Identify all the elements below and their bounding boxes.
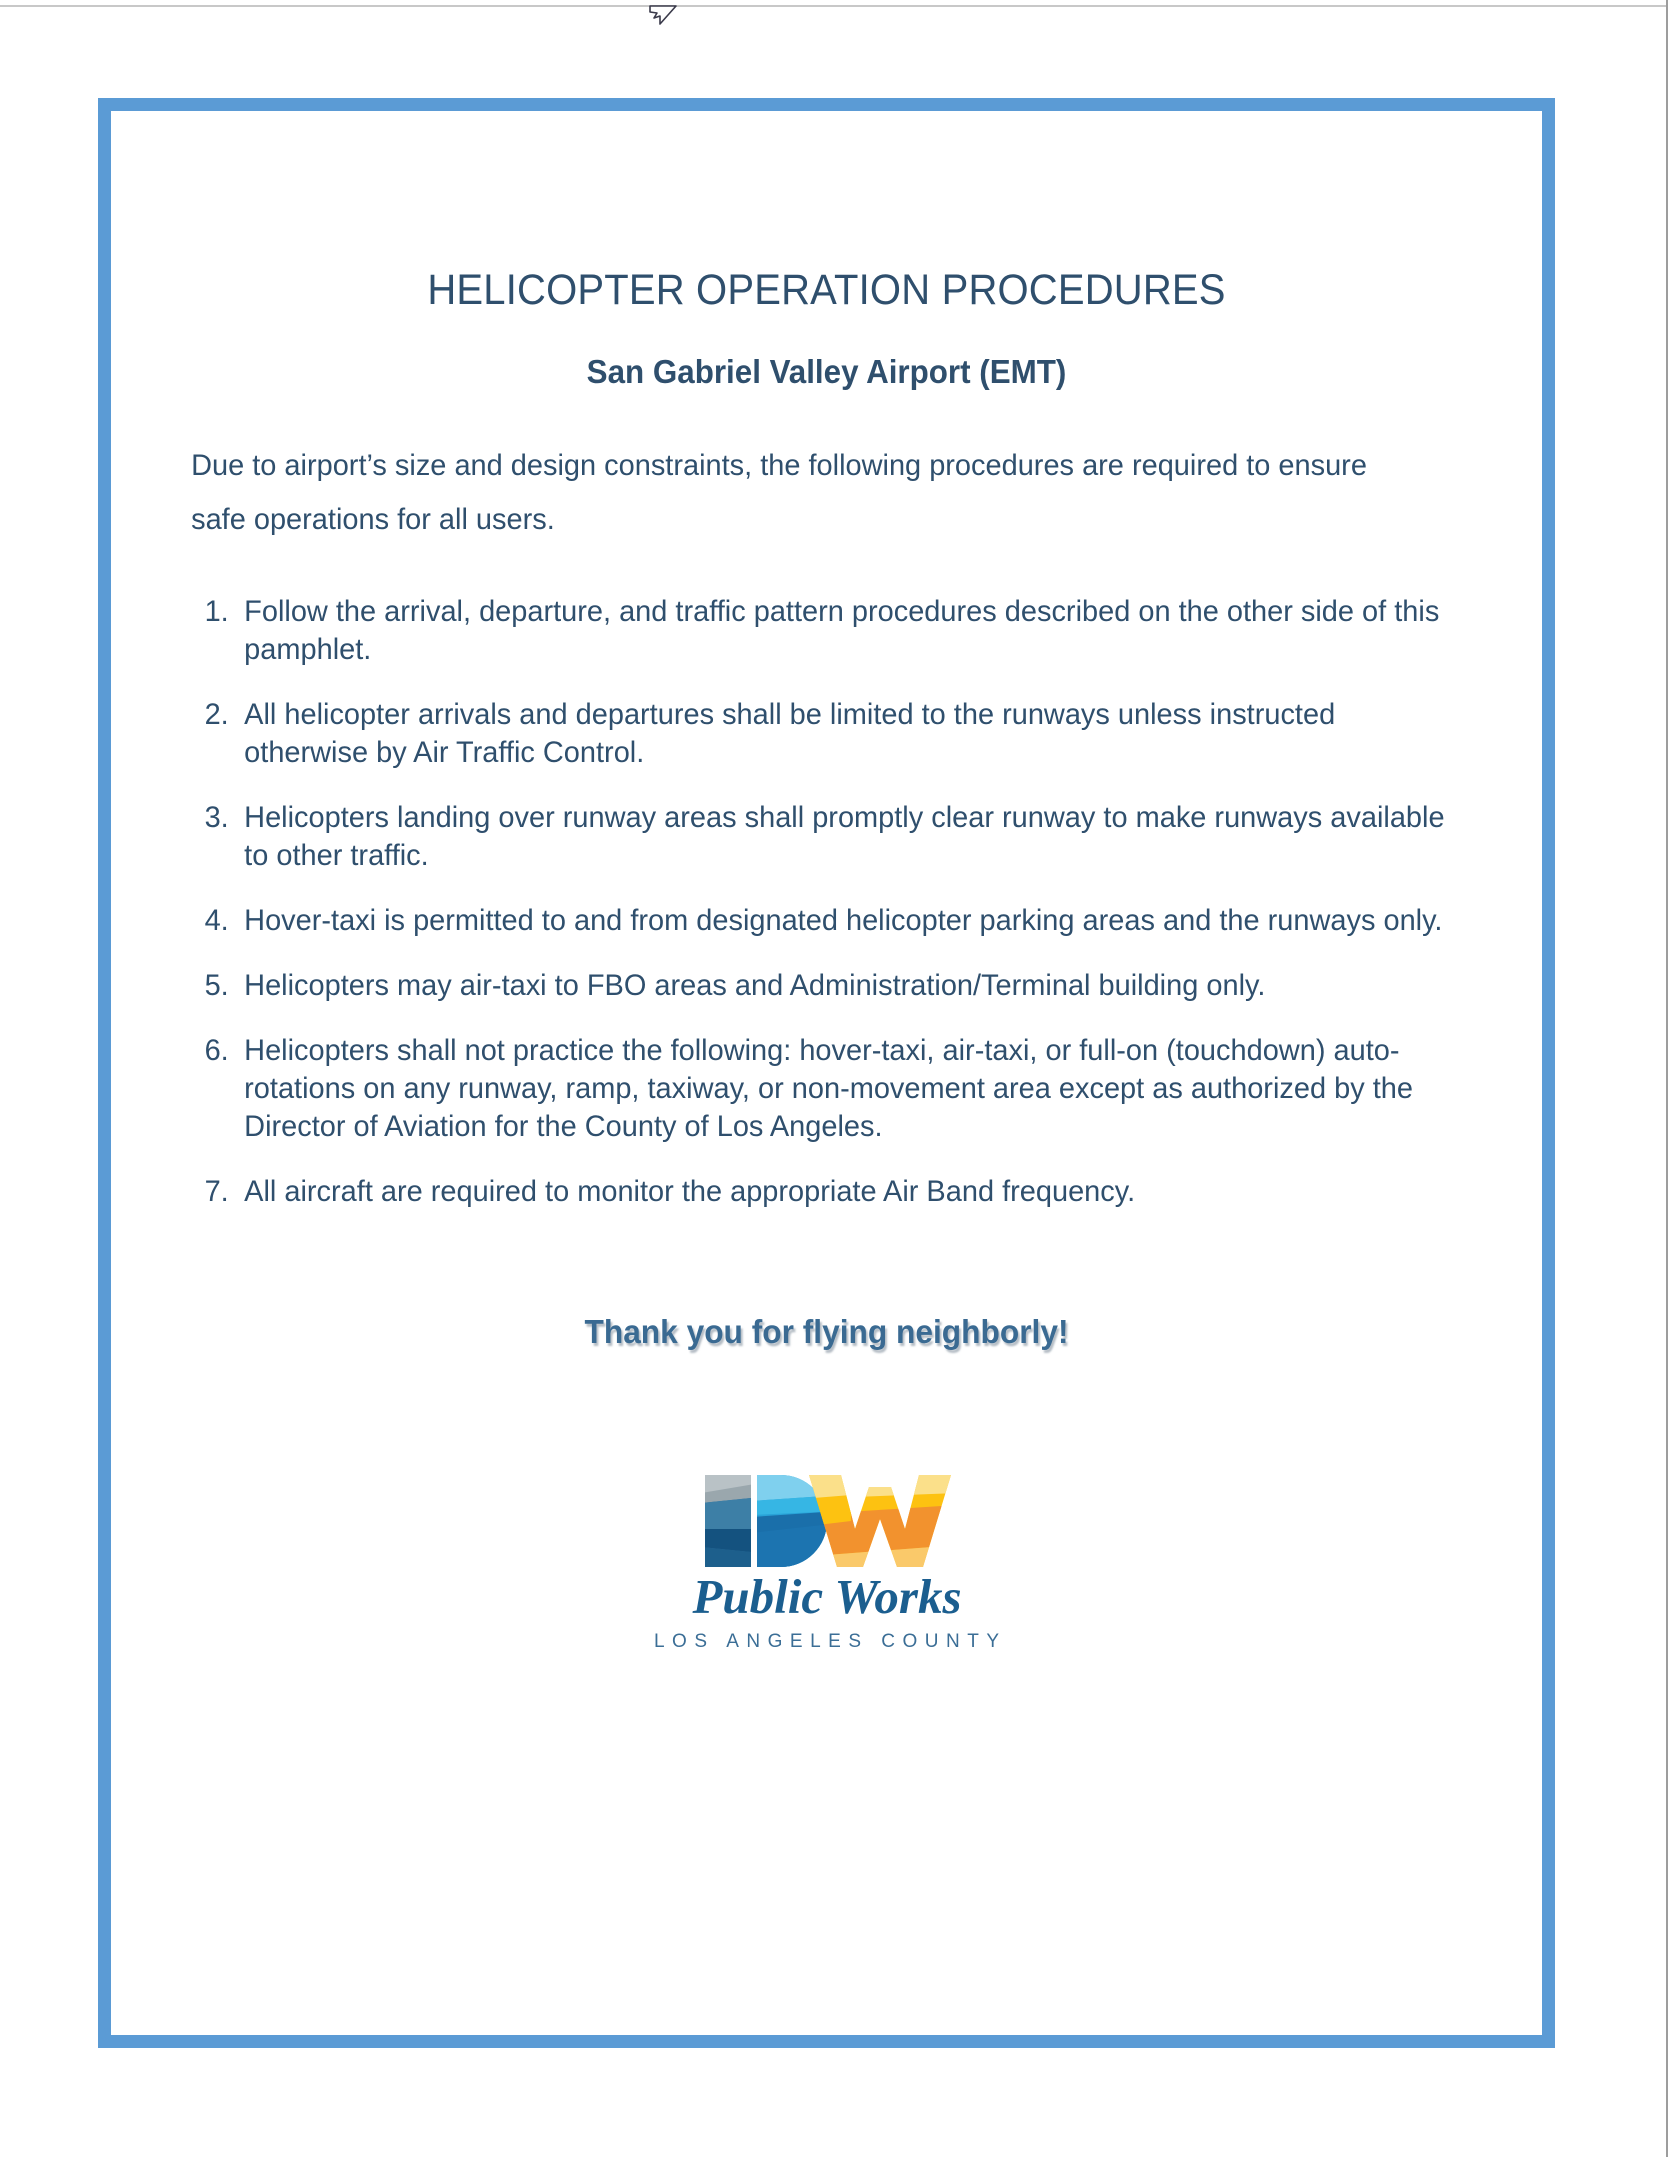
list-item-text: Helicopters may air-taxi to FBO areas and Administration/Terminal building only. [244, 969, 1266, 1002]
procedures-list [111, 547, 1492, 1211]
list-item [192, 799, 1457, 875]
list-item-text: Helicopters landing over runway areas shall promptly clear runway to make runways available to other traffic. [244, 801, 1445, 872]
page-subtitle: San Gabriel Valley Airport (EMT) [586, 353, 1067, 390]
list-item [192, 902, 1457, 940]
list-item-number: 6. [204, 1034, 229, 1067]
logo-county-label: LOS ANGELES COUNTY [653, 1631, 1007, 1652]
list-item [192, 593, 1457, 669]
list-item-number: 2. [204, 698, 229, 731]
page-top-edge [0, 5, 1668, 7]
list-item-number: 7. [204, 1175, 229, 1208]
list-item-text: All helicopter arrivals and departures shall be limited to the runways unless instructed otherwise by Air Traffic Control. [244, 698, 1336, 769]
page-title: HELICOPTER OPERATION PROCEDURES [427, 266, 1226, 314]
list-item [192, 967, 1457, 1005]
list-item [192, 1173, 1457, 1211]
list-item-text: Follow the arrival, departure, and traffic pattern procedures described on the other side of this pamphlet. [244, 595, 1440, 666]
list-item-text: All aircraft are required to monitor the appropriate Air Band frequency. [244, 1175, 1136, 1208]
list-item-number: 1. [204, 595, 229, 628]
list-item-number: 5. [204, 969, 229, 1002]
list-item [192, 696, 1457, 772]
list-item-number: 4. [204, 904, 229, 937]
list-item-text: Hover-taxi is permitted to and from designated helicopter parking areas and the runways only. [244, 904, 1443, 937]
public-works-wordmark [677, 1567, 977, 1629]
list-item [192, 1032, 1457, 1146]
list-item-text: Helicopters shall not practice the following: hover-taxi, air-taxi, or full-on (touchdown) auto-rotations on any runway, ramp, taxiway, or non-movement area except as authorized by the Director of Aviation for the County of Los Angeles. [244, 1034, 1413, 1143]
document-content [111, 111, 1542, 2035]
pw-monogram-icon [701, 1471, 953, 1571]
svg-text:Public Works: Public Works [691, 1569, 962, 1624]
closing-message: Thank you for flying neighborly! [584, 1313, 1069, 1350]
list-item-number: 3. [204, 801, 229, 834]
public-works-logo [111, 1351, 1542, 1653]
intro-paragraph: Due to airport’s size and design constraints, the following procedures are required to ensure safe operations for all users. [191, 449, 1367, 536]
